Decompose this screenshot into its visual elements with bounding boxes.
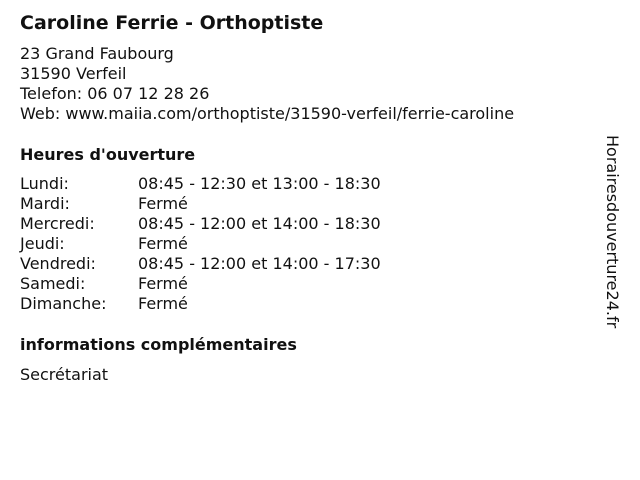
day-label: Lundi:: [20, 174, 69, 193]
address-block: [20, 44, 514, 124]
day-label: Dimanche:: [20, 294, 107, 313]
hours-value: Fermé: [138, 294, 188, 313]
additional-info-text: Secrétariat: [20, 365, 109, 384]
address-city: 31590 Verfeil: [20, 64, 127, 83]
additional-info-heading: informations complémentaires: [20, 335, 297, 354]
phone-line: Telefon: 06 07 12 28 26: [20, 84, 210, 103]
site-watermark: Horairesdouverture24.fr: [603, 135, 622, 329]
hours-value: Fermé: [138, 194, 188, 213]
business-title: Caroline Ferrie - Orthoptiste: [20, 12, 324, 34]
day-label: Samedi:: [20, 274, 86, 293]
hours-value: 08:45 - 12:00 et 14:00 - 18:30: [138, 214, 381, 233]
address-street: 23 Grand Faubourg: [20, 44, 174, 63]
day-label: Mardi:: [20, 194, 70, 213]
day-label: Mercredi:: [20, 214, 95, 233]
hours-value: 08:45 - 12:00 et 14:00 - 17:30: [138, 254, 381, 273]
hours-value: Fermé: [138, 274, 188, 293]
website-line: Web: www.maiia.com/orthoptiste/31590-verfeil/ferrie-caroline: [20, 104, 515, 123]
hours-value: 08:45 - 12:30 et 13:00 - 18:30: [138, 174, 381, 193]
hours-value: Fermé: [138, 234, 188, 253]
day-label: Vendredi:: [20, 254, 96, 273]
day-label: Jeudi:: [20, 234, 65, 253]
opening-hours-heading: Heures d'ouverture: [20, 145, 196, 164]
